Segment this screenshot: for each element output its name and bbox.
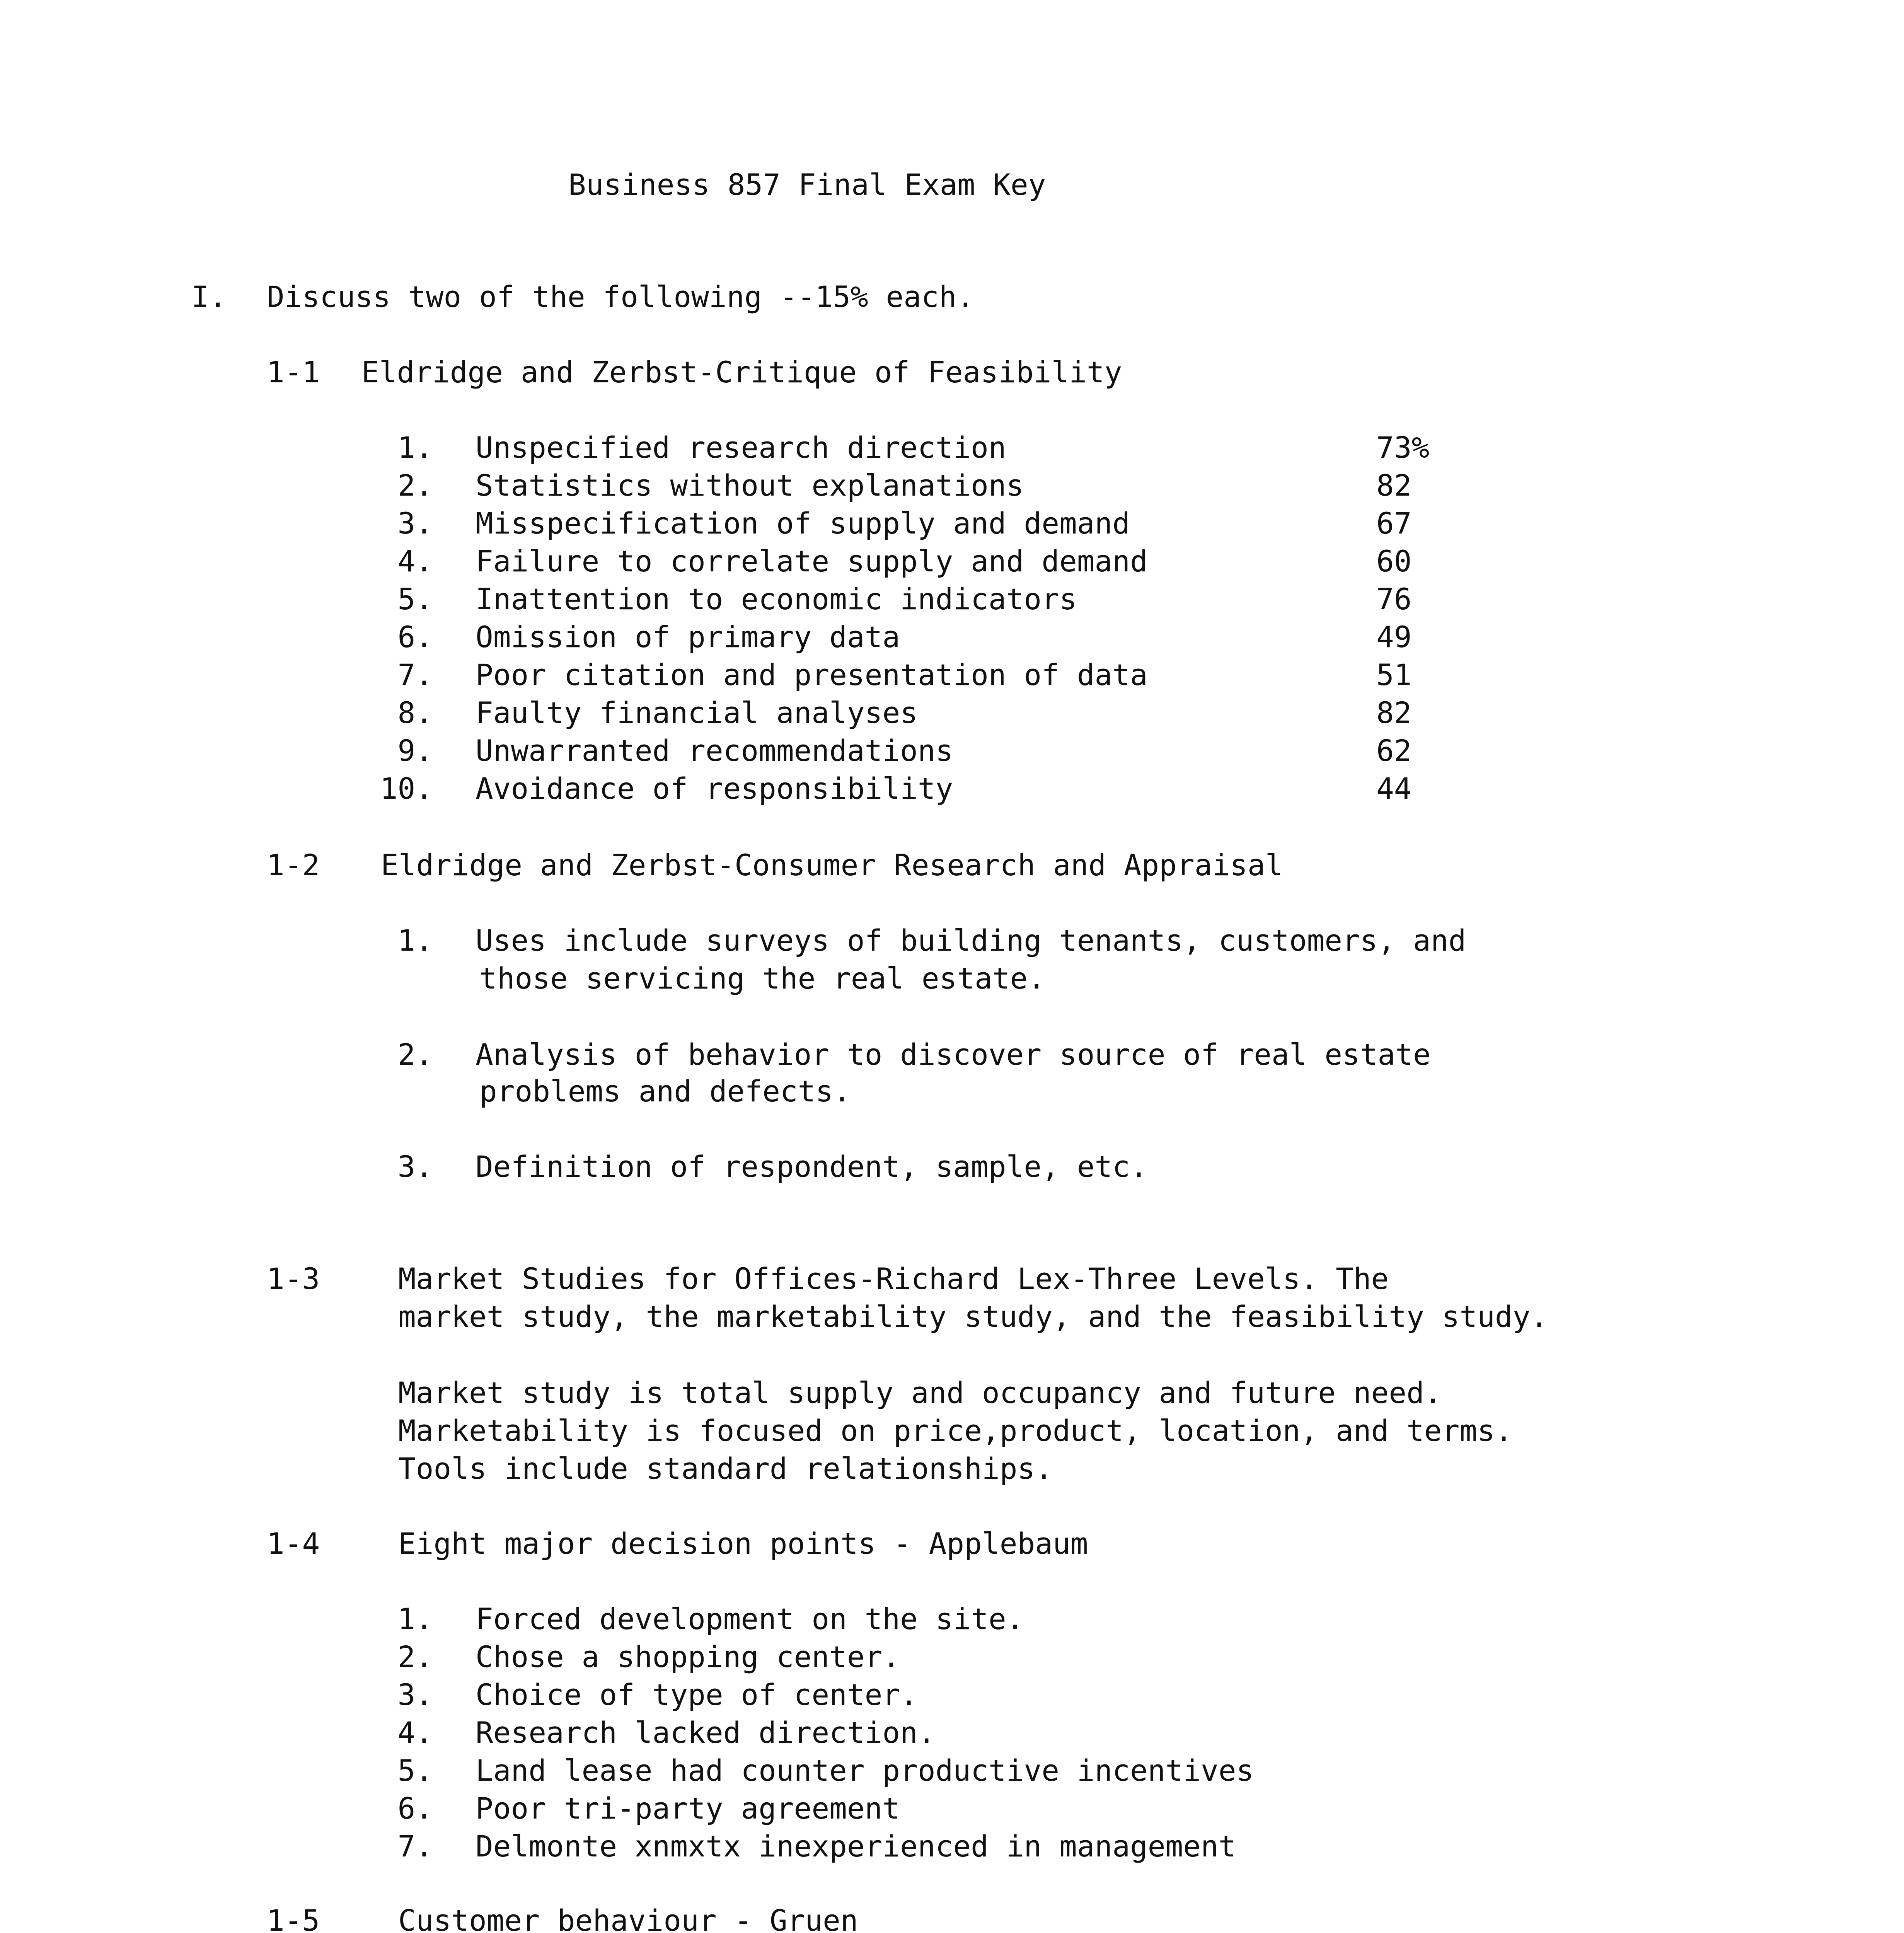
list-score: 51 [1376,658,1412,692]
list-item: Research lacked direction. [476,1715,936,1750]
list-number: 5. [397,582,433,616]
list-score: 76 [1376,582,1412,616]
list-item-continued: problems and defects. [479,1074,851,1108]
list-number: 3. [397,1677,433,1712]
list-number: 2. [397,468,433,503]
list-item: Poor citation and presentation of data [476,658,1148,692]
list-item: Delmonte xnmxtx inexperienced in management [476,1829,1236,1863]
section-number: I. [191,280,227,314]
list-score: 60 [1376,544,1412,578]
section-heading: Discuss two of the following --15% each. [267,280,975,314]
paragraph-line: Market study is total supply and occupancy and future need. [398,1376,1442,1410]
list-number: 10. [380,771,433,806]
list-item: Unwarranted recommendations [476,733,953,768]
list-item: Faulty financial analyses [476,695,918,730]
list-number: 2. [397,1037,433,1072]
list-number: 4. [397,1715,433,1750]
list-score: 82 [1376,695,1412,730]
list-number: 2. [397,1640,433,1674]
question-heading: Eight major decision points - Applebaum [398,1526,1088,1561]
question-text: market study, the marketability study, and the feasibility study. [398,1299,1548,1334]
list-item: Definition of respondent, sample, etc. [476,1149,1148,1184]
question-label: 1-3 [267,1261,320,1296]
question-heading: Eldridge and Zerbst-Critique of Feasibility [361,355,1122,389]
list-item: Misspecification of supply and demand [476,506,1130,540]
list-number: 9. [397,733,433,768]
question-text: Market Studies for Offices-Richard Lex-Three Levels. The [398,1261,1389,1296]
list-score: 73% [1376,430,1430,465]
question-label: 1-1 [267,355,320,389]
list-number: 3. [397,506,433,540]
question-label: 1-2 [267,848,320,882]
paragraph-line: Tools include standard relationships. [398,1451,1053,1486]
list-number: 6. [397,1791,433,1826]
list-item-continued: those servicing the real estate. [479,961,1046,995]
list-number: 3. [397,1149,433,1184]
list-item: Avoidance of responsibility [476,771,953,806]
paragraph-line: Marketability is focused on price,product, location, and terms. [398,1413,1513,1448]
list-item: Inattention to economic indicators [476,582,1077,616]
list-number: 1. [397,430,433,465]
list-score: 67 [1376,506,1412,540]
question-label: 1-5 [267,1903,320,1933]
list-item: Land lease had counter productive incentives [476,1753,1254,1788]
list-score: 62 [1376,733,1412,768]
list-item: Failure to correlate supply and demand [476,544,1148,578]
list-item: Forced development on the site. [476,1602,1024,1636]
list-score: 44 [1376,771,1412,806]
list-number: 7. [397,1829,433,1863]
question-heading: Eldridge and Zerbst-Consumer Research and Appraisal [381,848,1283,882]
list-number: 5. [397,1753,433,1788]
list-number: 6. [397,620,433,654]
list-score: 82 [1376,468,1412,503]
question-heading: Customer behaviour - Gruen [398,1903,858,1933]
list-score: 49 [1376,620,1412,654]
list-item: Chose a shopping center. [476,1640,900,1674]
list-number: 8. [397,695,433,730]
list-item: Choice of type of center. [476,1677,918,1712]
page-title: Business 857 Final Exam Key [568,167,1046,202]
question-label: 1-4 [267,1526,320,1561]
list-item: Uses include surveys of building tenants, customers, and [476,923,1466,958]
list-item: Analysis of behavior to discover source of real estate [476,1037,1431,1072]
list-number: 7. [397,658,433,692]
list-item: Omission of primary data [476,620,900,654]
list-item: Poor tri-party agreement [476,1791,900,1826]
list-number: 1. [397,923,433,958]
list-item: Unspecified research direction [476,430,1006,465]
list-number: 1. [397,1602,433,1636]
list-number: 4. [397,544,433,578]
list-item: Statistics without explanations [476,468,1024,503]
